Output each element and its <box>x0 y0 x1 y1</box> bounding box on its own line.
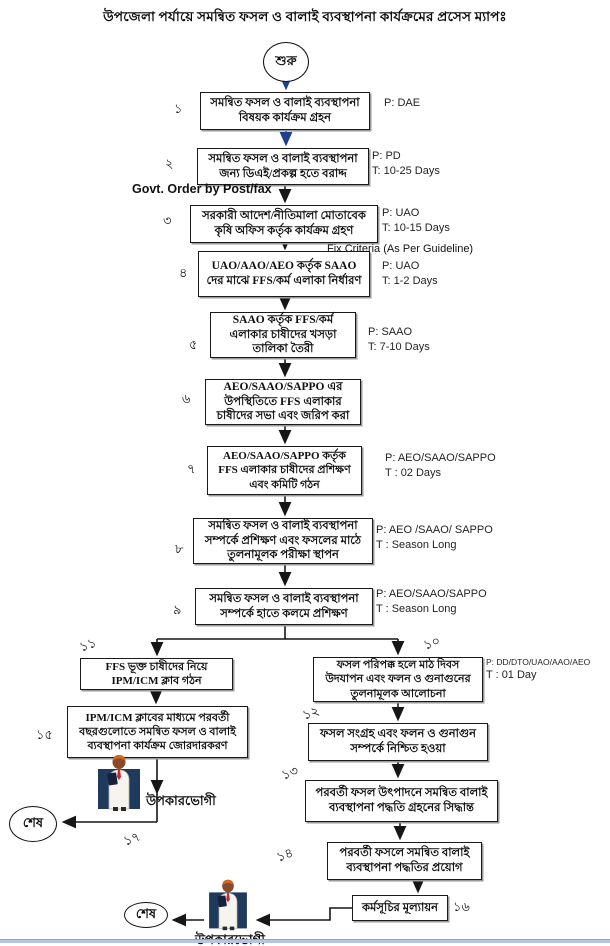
page-title: উপজেলা পর্যায়ে সমন্বিত ফসল ও বালাই ব্যবস্থাপনা কার্যক্রমের প্রসেস ম্যাপঃ <box>103 9 507 24</box>
beneficiary-icon <box>205 878 251 932</box>
step-box-8: সমন্বিত ফসল ও বালাই ব্যবস্থাপনা সম্পর্কে প্রশিক্ষণ এবং ফসলের মাঠে তুলনামূলক পরীক্ষা স্থাপন <box>193 518 373 564</box>
pt-label-5-p: P: SAAO <box>368 326 413 338</box>
step-number-9: ৯ <box>173 602 182 617</box>
step-box-5: SAAO কর্তৃক FFS/কর্ম এলাকার চাষীদের খসড়া তালিকা তৈরী <box>210 312 356 358</box>
end-terminal-left-label: শেষ <box>22 814 44 830</box>
pt-label-4-p: P: UAO <box>382 260 420 272</box>
pt-label-10-t: T : 01 Day <box>486 669 537 682</box>
pt-label-4 <box>382 259 438 289</box>
pt-label-8-p: P: AEO /SAAO/ SAPPO <box>376 524 493 536</box>
beneficiary-label-left: উপকারভোগী <box>146 793 216 808</box>
pt-label-9 <box>376 587 487 617</box>
step-box-12: ফসল সংগ্রহ এবং ফলন ও গুনাগুন সম্পর্কে নিশ্চিত হওয়া <box>308 723 488 761</box>
step-box-13: পরবর্তী ফসল উৎপাদনে সমন্বিত বালাই ব্যবস্থাপনা পদ্ধতি গ্রহনের সিদ্ধান্ত <box>305 780 498 822</box>
pt-label-7 <box>385 451 496 481</box>
pt-label-2-p: P: PD <box>372 150 401 162</box>
start-terminal-label: শুরু <box>275 52 297 68</box>
pt-label-1 <box>384 96 420 111</box>
step-box-9: সমন্বিত ফসল ও বালাই ব্যবস্থাপনা সম্পর্কে হাতে কলমে প্রশিক্ষণ <box>195 588 373 625</box>
step-box-2: সমন্বিত ফসল ও বালাই ব্যবস্থাপনা জন্য ডিএই/প্রকল্প হতে বরাদ্দ <box>197 148 369 185</box>
pt-label-3-p: P: UAO <box>382 207 420 219</box>
step-box-1: সমন্বিত ফসল ও বালাই ব্যবস্থাপনা বিষয়ক কার্যক্রম গ্রহন <box>200 92 370 130</box>
step-number-7: ৭ <box>187 461 196 476</box>
step-box-15: IPM/ICM ক্লাবের মাধ্যমে পরবর্তী বছরগুলোতে সমন্বিত ফসল ও বালাই ব্যবস্থাপনা কার্যক্রম জোরদারকরণ <box>67 706 248 758</box>
fix-criteria-annotation: Fix Criteria (As Per Guideline) <box>327 243 474 255</box>
beneficiary-icon <box>96 753 142 813</box>
step-number-5: ৫ <box>189 337 198 352</box>
pt-label-2 <box>372 149 440 179</box>
start-terminal <box>263 42 309 82</box>
step-number-13: ১৩ <box>279 762 301 783</box>
step-box-4: UAO/AAO/AEO কর্তৃক SAAO দের মাঝে FFS/কর্ম এলাকা নির্ধারণ <box>198 251 370 297</box>
end-terminal-bottom-label: শেষ <box>135 905 157 921</box>
step-box-10: ফসল পরিপক্ক হলে মাঠ দিবস উদযাপন এবং ফলন ও গুনাগুনের তুলনামূলক আলোচনা <box>313 657 483 702</box>
step-number-17: ১৭ <box>121 828 143 849</box>
pt-label-5-t: T: 7-10 Days <box>368 340 430 353</box>
pt-label-7-t: T : 02 Days <box>385 466 442 479</box>
step-box-16: কর্মসূচির মূল্যায়ন <box>352 895 448 921</box>
pt-label-9-p: P: AEO/SAAO/SAPPO <box>376 588 487 600</box>
step-box-14: পরবর্তী ফসলে সমন্বিত বালাই ব্যবস্থাপনা পদ্ধতির প্রয়োগ <box>327 842 482 880</box>
pt-label-9-t: T : Season Long <box>376 602 457 615</box>
pt-label-4-t: T: 1-2 Days <box>382 274 438 287</box>
pt-label-7-p: P: AEO/SAAO/SAPPO <box>385 452 496 464</box>
step-box-11: FFS ভূক্ত চাষীদের নিয়ে IPM/ICM ক্লাব গঠন <box>80 658 233 690</box>
end-terminal-bottom <box>124 902 168 928</box>
step-number-3: ৩ <box>163 213 172 228</box>
step-box-3: সরকারী আদেশ/নীতিমালা মোতাবেক কৃষি অফিস কর্তৃক কার্যক্রম গ্রহণ <box>190 205 378 243</box>
pt-label-3-t: T: 10-15 Days <box>382 221 450 234</box>
step-number-2: ২ <box>165 156 174 171</box>
pt-label-3 <box>382 206 450 236</box>
govt-order-annotation: Govt. Order by Post/fax <box>132 182 272 196</box>
pt-label-10-p: P: DD/DTO/UAO/AAO/AEO <box>486 657 591 667</box>
step-number-1: ১ <box>174 101 183 116</box>
step-number-11: ১১ <box>77 634 99 655</box>
step-number-14: ১৪ <box>274 844 296 865</box>
pt-label-2-t: T: 10-25 Days <box>372 164 440 177</box>
pt-label-8-t: T : Season Long <box>376 538 457 551</box>
step-number-4: ৪ <box>179 265 188 280</box>
step-number-16: ১৬ <box>453 899 470 914</box>
pt-label-1-p: P: DAE <box>384 97 421 109</box>
pt-label-8 <box>376 523 493 553</box>
bottom-divider <box>0 939 610 943</box>
step-box-6: AEO/SAAO/SAPPO এর উপস্থিতিতে FFS এলাকার চাষীদের সভা এবং জরিপ করা <box>205 379 361 425</box>
step-box-7: AEO/SAAO/SAPPO কর্তৃক FFS এলাকার চাষীদের প্রশিক্ষণ এবং কমিটি গঠন <box>207 446 362 495</box>
step-number-6: ৬ <box>182 391 191 406</box>
step-number-12: ১২ <box>300 702 322 723</box>
pt-label-5 <box>368 325 430 355</box>
step-number-15: ১৫ <box>36 727 53 742</box>
step-number-8: ৮ <box>175 541 184 556</box>
end-terminal-left <box>9 806 57 842</box>
step-number-10: ১০ <box>421 632 443 653</box>
pt-label-10 <box>486 657 590 683</box>
